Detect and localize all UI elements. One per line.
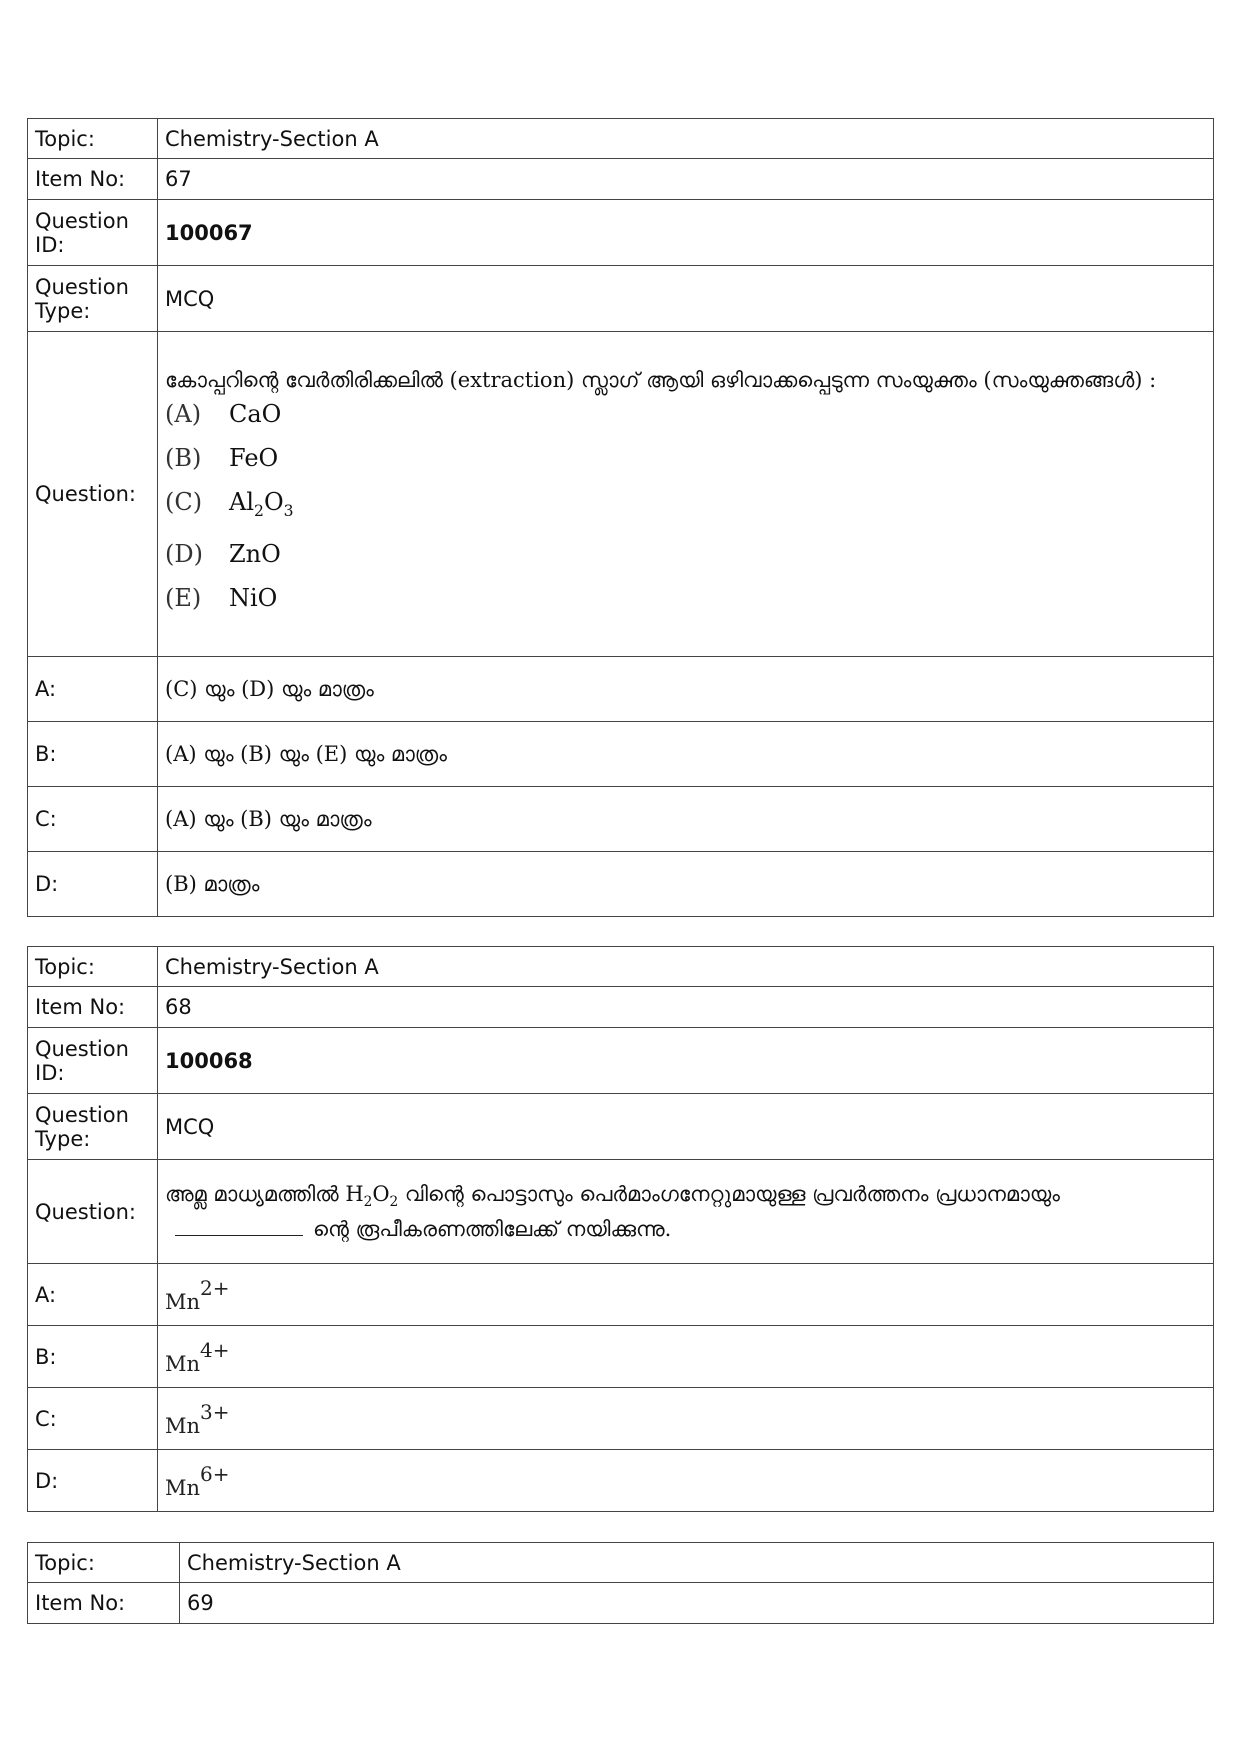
answer-a-label: A: xyxy=(28,1264,158,1326)
option-row xyxy=(165,576,1206,620)
question-text: അമ്ല മാധ്യമത്തിൽ $H_2O_2$ വിന്റെ പൊട്ടാസും പെർമാംഗനേറ്റുമായുള്ള പ്രവർത്തനം പ്രധാനമായും ന്റെ രൂപീകരണത്തിലേക്ക് നയിക്കുന്നു. xyxy=(158,1160,1214,1264)
answer-c-label: C: xyxy=(28,1388,158,1450)
answer-b-label: B: xyxy=(28,722,158,787)
option-row xyxy=(165,480,1206,533)
option-letter: (D) xyxy=(165,540,203,569)
item-no-value: 67 xyxy=(158,159,1214,200)
question-label: Question: xyxy=(28,332,158,657)
option-letter: (A) xyxy=(165,399,202,428)
answer-c-label: C: xyxy=(28,787,158,852)
item-no-value: 69 xyxy=(180,1583,1214,1624)
option-row xyxy=(165,392,1206,436)
option-letter: (E) xyxy=(165,584,202,613)
question-table-68 xyxy=(27,946,1214,1512)
question-type-label: Question Type: xyxy=(28,1094,158,1160)
answer-d-value: (B) മാത്രം xyxy=(158,852,1214,917)
answer-d-label: D: xyxy=(28,1450,158,1512)
answer-b-label: B: xyxy=(28,1326,158,1388)
question-text: കോപ്പറിന്റെ വേർതിരിക്കലിൽ (extraction) സ്ലാഗ് ആയി ഒഴിവാക്കപ്പെടുന്ന സംയുക്തം (സംയുക്തങ്ങൾ) : xyxy=(165,367,1157,392)
item-no-label: Item No: xyxy=(28,987,158,1028)
question-id-value: 100067 xyxy=(158,200,1214,266)
item-no-value: 68 xyxy=(158,987,1214,1028)
question-table-67 xyxy=(27,118,1214,917)
question-label: Question: xyxy=(28,1160,158,1264)
option-formula: ZnO xyxy=(229,540,281,569)
option-formula: NiO xyxy=(229,584,278,613)
question-body xyxy=(158,332,1214,657)
answer-b-value: $Mn^{4+}$ xyxy=(158,1326,1214,1388)
option-row xyxy=(165,532,1206,576)
formula-h2o2: $H_2O_2$ xyxy=(345,1182,399,1211)
option-formula: FeO xyxy=(229,443,279,472)
option-formula: $Al_2O_3$ xyxy=(229,487,294,520)
topic-label: Topic: xyxy=(28,947,158,987)
answer-a-value: (C) യും (D) യും മാത്രം xyxy=(158,657,1214,722)
answer-d-value: $Mn^{6+}$ xyxy=(158,1450,1214,1512)
option-letter: (C) xyxy=(165,487,203,516)
answer-c-value: (A) യും (B) യും മാത്രം xyxy=(158,787,1214,852)
item-no-label: Item No: xyxy=(28,1583,180,1624)
topic-value: Chemistry-Section A xyxy=(158,947,1214,987)
question-type-value: MCQ xyxy=(158,266,1214,332)
question-type-label: Question Type: xyxy=(28,266,158,332)
topic-value: Chemistry-Section A xyxy=(158,119,1214,159)
answer-d-label: D: xyxy=(28,852,158,917)
topic-label: Topic: xyxy=(28,1543,180,1583)
question-table-69 xyxy=(27,1542,1214,1624)
topic-value: Chemistry-Section A xyxy=(180,1543,1214,1583)
option-formula: CaO xyxy=(229,399,282,428)
question-type-value: MCQ xyxy=(158,1094,1214,1160)
question-id-label: Question ID: xyxy=(28,200,158,266)
answer-a-label: A: xyxy=(28,657,158,722)
item-no-label: Item No: xyxy=(28,159,158,200)
question-id-label: Question ID: xyxy=(28,1028,158,1094)
topic-label: Topic: xyxy=(28,119,158,159)
answer-blank xyxy=(175,1215,303,1236)
option-row xyxy=(165,436,1206,480)
answer-b-value: (A) യും (B) യും (E) യും മാത്രം xyxy=(158,722,1214,787)
answer-c-value: $Mn^{3+}$ xyxy=(158,1388,1214,1450)
option-letter: (B) xyxy=(165,443,202,472)
answer-a-value: $Mn^{2+}$ xyxy=(158,1264,1214,1326)
question-id-value: 100068 xyxy=(158,1028,1214,1094)
